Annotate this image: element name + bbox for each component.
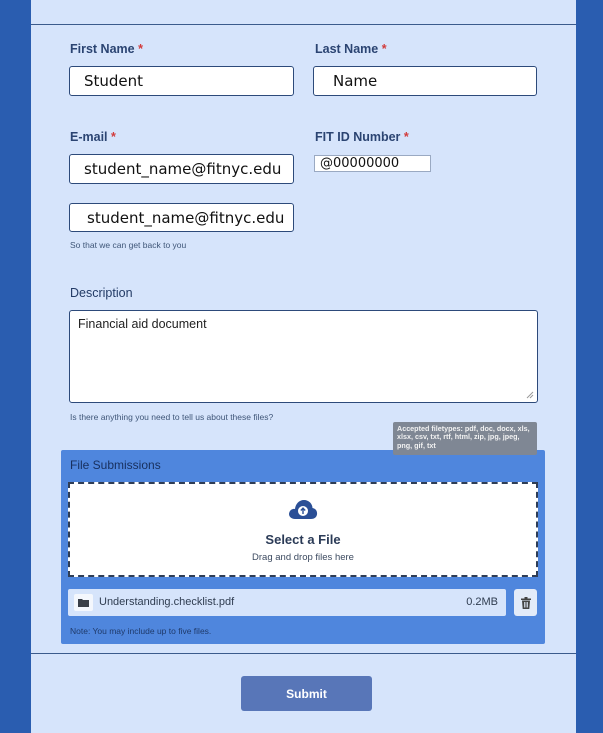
fit-id-value: @00000000 bbox=[320, 156, 400, 171]
description-textarea[interactable] bbox=[69, 310, 538, 403]
dropzone-subtitle: Drag and drop files here bbox=[252, 552, 354, 563]
first-name-label-text: First Name bbox=[70, 42, 135, 56]
file-dropzone[interactable] bbox=[68, 482, 538, 577]
required-mark: * bbox=[403, 130, 409, 144]
uploaded-file-name: Understanding.checklist.pdf bbox=[99, 596, 235, 608]
dropzone-title: Select a File bbox=[265, 532, 341, 547]
required-mark: * bbox=[138, 42, 143, 56]
email-hint: So that we can get back to you bbox=[70, 240, 187, 250]
file-submissions-title: File Submissions bbox=[70, 458, 161, 472]
filetypes-tooltip: Accepted filetypes: pdf, doc, docx, xls, xlsx, csv, txt, rtf, html, zip, jpg, jpeg, png, gif, txt bbox=[393, 422, 537, 455]
last-name-label-text: Last Name bbox=[315, 42, 379, 56]
uploaded-file-row bbox=[68, 589, 506, 616]
description-hint: Is there anything you need to tell us about these files? bbox=[70, 412, 274, 422]
fit-id-label bbox=[315, 130, 409, 144]
submit-button[interactable]: Submit bbox=[241, 676, 372, 711]
fit-id-input[interactable] bbox=[314, 155, 431, 172]
trash-icon bbox=[521, 597, 531, 609]
email-confirm-input[interactable] bbox=[69, 203, 294, 232]
last-name-input[interactable] bbox=[313, 66, 537, 96]
email-confirm-value: student_name@fitnyc.edu bbox=[87, 208, 285, 227]
folder-icon bbox=[78, 598, 89, 607]
last-name-label bbox=[315, 42, 387, 56]
delete-file-button[interactable] bbox=[514, 589, 537, 616]
first-name-input[interactable] bbox=[69, 66, 294, 96]
required-mark: * bbox=[111, 130, 116, 144]
cloud-upload-icon bbox=[288, 498, 318, 520]
last-name-value: Name bbox=[333, 72, 378, 90]
resize-handle-icon[interactable] bbox=[526, 391, 534, 399]
email-input[interactable] bbox=[69, 154, 294, 184]
email-label-text: E-mail bbox=[70, 130, 108, 144]
first-name-label bbox=[70, 42, 143, 56]
description-label: Description bbox=[70, 286, 133, 300]
folder-button[interactable] bbox=[74, 594, 93, 611]
fit-id-label-text: FIT ID Number bbox=[315, 130, 401, 144]
file-submissions-section bbox=[61, 450, 545, 644]
first-name-value: Student bbox=[84, 72, 144, 90]
files-note: Note: You may include up to five files. bbox=[70, 626, 212, 636]
uploaded-file-size: 0.2MB bbox=[466, 596, 498, 608]
bottom-divider bbox=[31, 653, 576, 654]
email-value: student_name@fitnyc.edu bbox=[84, 160, 282, 178]
email-label bbox=[70, 130, 116, 144]
top-divider bbox=[31, 24, 576, 25]
required-mark: * bbox=[381, 42, 387, 56]
description-value: Financial aid document bbox=[78, 317, 207, 331]
